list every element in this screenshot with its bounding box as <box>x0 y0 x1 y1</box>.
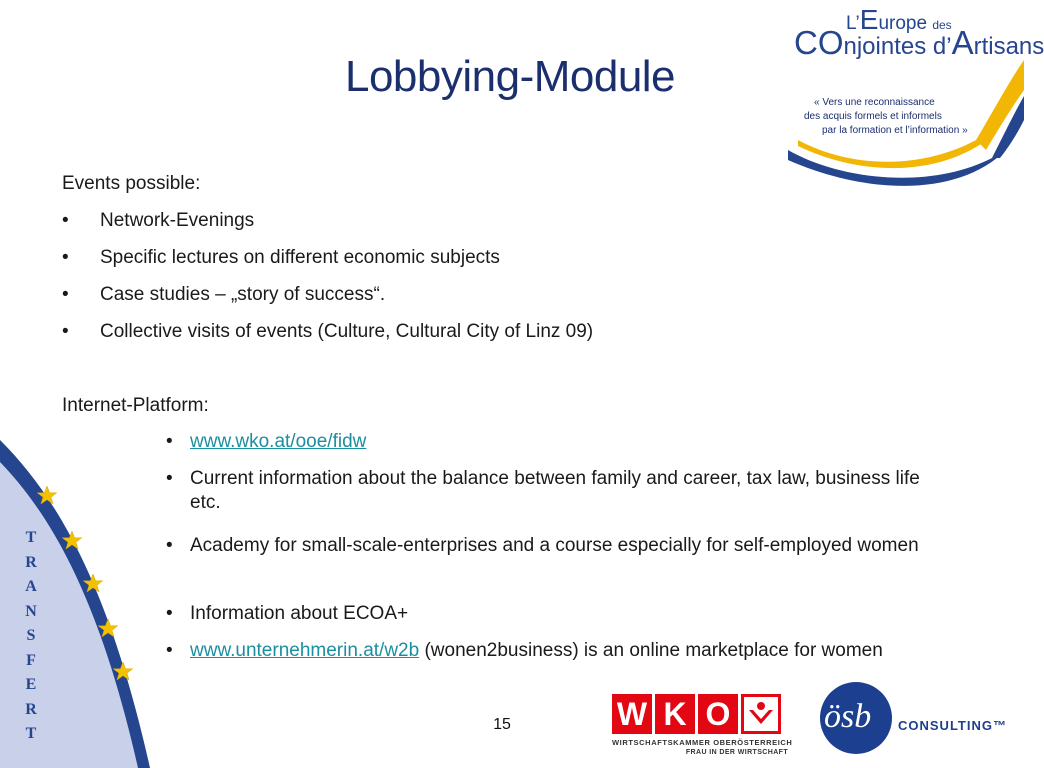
bullet: • <box>166 603 173 624</box>
internet-heading: Internet-Platform: <box>62 395 209 416</box>
bullet: • <box>62 284 69 305</box>
osb-letters: ösb <box>824 698 872 735</box>
internet-item-text: Information about ECOA+ <box>190 603 409 624</box>
ecoa-wordmark <box>780 0 1044 205</box>
wko-letter: K <box>655 694 695 734</box>
transfer-letter: R <box>25 700 37 718</box>
bullet: • <box>166 535 173 556</box>
osb-consulting-logo <box>820 682 1010 762</box>
bullet: • <box>166 640 173 661</box>
bullet: • <box>62 247 69 268</box>
ecoa-tagline-1: « Vers une reconnaissance <box>814 97 935 108</box>
events-item-text: Specific lectures on different economic subjects <box>100 247 500 268</box>
person-icon <box>741 694 781 734</box>
transfer-vertical-label <box>22 526 40 747</box>
transfer-letter: T <box>25 725 37 742</box>
wko-fidw-link[interactable]: www.wko.at/ooe/fidw <box>190 431 367 452</box>
wko-letter: W <box>612 694 652 734</box>
ecoa-line2-mid: njointes d’ <box>843 33 952 60</box>
events-item-text: Network-Evenings <box>100 210 255 231</box>
wko-logo <box>612 694 793 760</box>
ecoa-line2-big2: A <box>951 24 974 61</box>
osb-brand-text: CONSULTING™ <box>898 718 1007 733</box>
ecoa-line2-rest: rtisans <box>973 33 1044 60</box>
ecoa-tagline-3: par la formation et l’information » <box>822 125 968 136</box>
wko-subtitle: WIRTSCHAFTSKAMMER OBERÖSTERREICH <box>612 738 793 747</box>
transfer-letter: T <box>25 529 37 546</box>
ecoa-line1-big: E <box>859 4 879 35</box>
wko-letter: O <box>698 694 738 734</box>
transfer-letter: S <box>26 627 36 644</box>
transfer-letter: N <box>25 602 37 620</box>
bullet: • <box>166 468 173 489</box>
internet-item-text: Academy for small-scale-enterprises and a course especially for self-employed women <box>190 535 919 556</box>
events-heading: Events possible: <box>62 173 201 194</box>
internet-item-text: (wonen2business) is an online marketplace for women <box>419 640 883 661</box>
ecoa-tagline-2: des acquis formels et informels <box>804 111 942 122</box>
transfer-letter: A <box>25 578 37 595</box>
wko-subtitle-2: FRAU IN DER WIRTSCHAFT <box>685 749 788 756</box>
unternehmerin-w2b-link[interactable]: www.unternehmerin.at/w2b <box>190 640 420 661</box>
transfer-letter: E <box>25 676 37 693</box>
events-item-text: Case studies – „story of success“. <box>100 284 386 305</box>
slide-title: Lobbying-Module <box>344 52 676 101</box>
page-number: 15 <box>493 716 511 733</box>
bullet: • <box>166 431 173 452</box>
ecoa-line1-small: des <box>932 18 952 32</box>
internet-item-text: Current information about the balance between family and career, tax law, business life etc. <box>190 468 920 513</box>
ecoa-line2-big1: CO <box>794 24 844 61</box>
transfer-letter: R <box>25 553 37 571</box>
ecoa-logo <box>780 0 1044 205</box>
events-item-text: Collective visits of events (Culture, Cultural City of Linz 09) <box>100 321 594 342</box>
ecoa-line1-rest: urope <box>878 13 933 34</box>
transfer-letter: F <box>26 651 36 669</box>
bullet: • <box>62 321 69 342</box>
ecoa-line1-prefix: L’ <box>846 13 860 34</box>
bullet: • <box>62 210 69 231</box>
